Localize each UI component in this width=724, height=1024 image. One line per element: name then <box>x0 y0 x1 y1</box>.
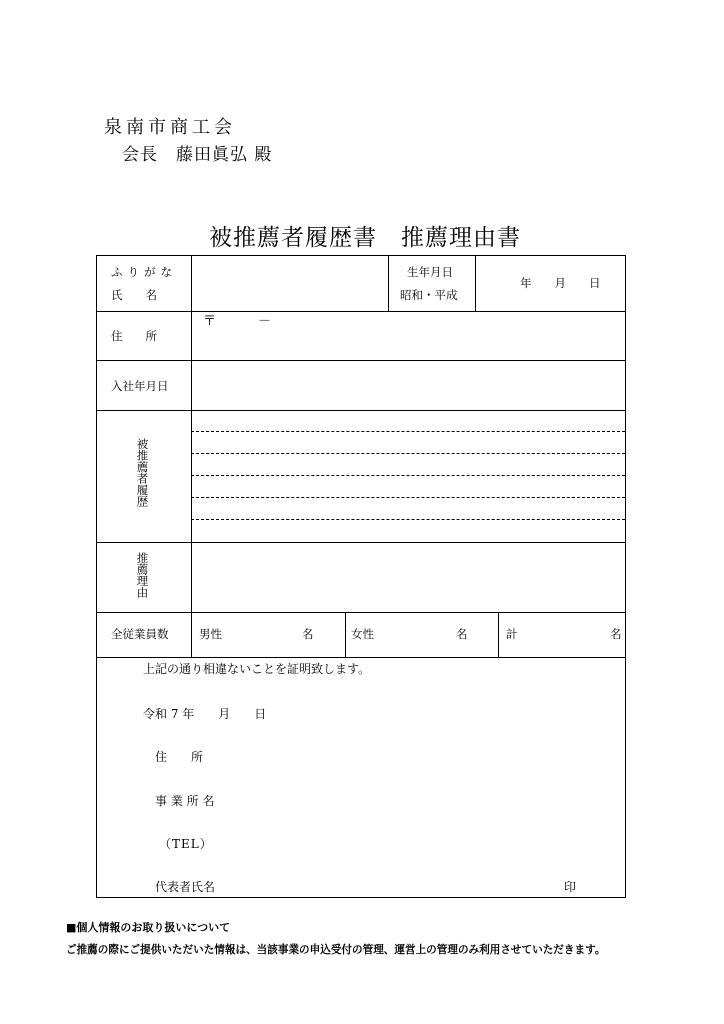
total-unit: 名 <box>610 627 622 641</box>
tel-label: （TEL） <box>159 837 213 851</box>
column-divider <box>498 612 499 657</box>
row-divider <box>97 657 625 658</box>
column-divider <box>345 612 346 657</box>
postal-mark: 〒 <box>203 314 217 329</box>
privacy-body: ご推薦の際にご提供いただいた情報は、当該事業の申込受付の管理、運営上の管理のみ利用させていただきます。 <box>66 944 606 956</box>
history-label: 被推薦者履歴 <box>135 438 150 507</box>
document-title-text: 被推薦者履歴書 推薦理由書 <box>209 225 521 251</box>
column-divider <box>475 256 476 311</box>
row-divider <box>97 410 625 411</box>
employees-label: 全従業員数 <box>111 627 169 641</box>
row-divider <box>97 360 625 361</box>
document-title <box>0 219 724 252</box>
privacy-heading: ■個人情報のお取り扱いについて <box>66 921 231 934</box>
certification-address-label: 住 所 <box>155 750 204 764</box>
female-label: 女性 <box>351 627 374 641</box>
history-line <box>191 519 625 520</box>
seal-mark: 印 <box>564 880 577 894</box>
representative-label: 代表者氏名 <box>155 880 216 894</box>
postal-dash: － <box>258 314 272 329</box>
join-date-label: 入社年月日 <box>111 379 169 393</box>
business-name-label: 事 業 所 名 <box>155 794 215 808</box>
certification-statement: 上記の通り相違ないことを証明致します。 <box>143 662 371 676</box>
history-line <box>191 453 625 454</box>
birth-date-label: 生年月日 <box>407 265 453 279</box>
row-divider <box>97 612 625 613</box>
total-label: 計 <box>506 627 518 641</box>
addressee-person: 会長 藤田眞弘 殿 <box>122 145 273 165</box>
certification-date[interactable]: 令和 7 年 月 日 <box>143 707 267 721</box>
column-divider <box>191 256 192 657</box>
row-divider <box>97 542 625 543</box>
row-divider <box>97 311 625 312</box>
name-label: 氏 名 <box>111 288 157 302</box>
era-label: 昭和・平成 <box>400 288 458 302</box>
birth-date-field[interactable]: 年 月 日 <box>520 276 601 290</box>
history-line <box>191 497 625 498</box>
reason-label: 推薦理由 <box>135 552 150 598</box>
furigana-label: ふりがな <box>111 265 177 279</box>
male-unit: 名 <box>302 627 314 641</box>
female-unit: 名 <box>456 627 468 641</box>
application-form <box>96 255 626 898</box>
male-label: 男性 <box>199 627 222 641</box>
address-label: 住 所 <box>111 329 157 343</box>
history-line <box>191 475 625 476</box>
column-divider <box>388 256 389 311</box>
history-line <box>191 431 625 432</box>
addressee-organization: 泉南市商工会 <box>104 117 236 138</box>
